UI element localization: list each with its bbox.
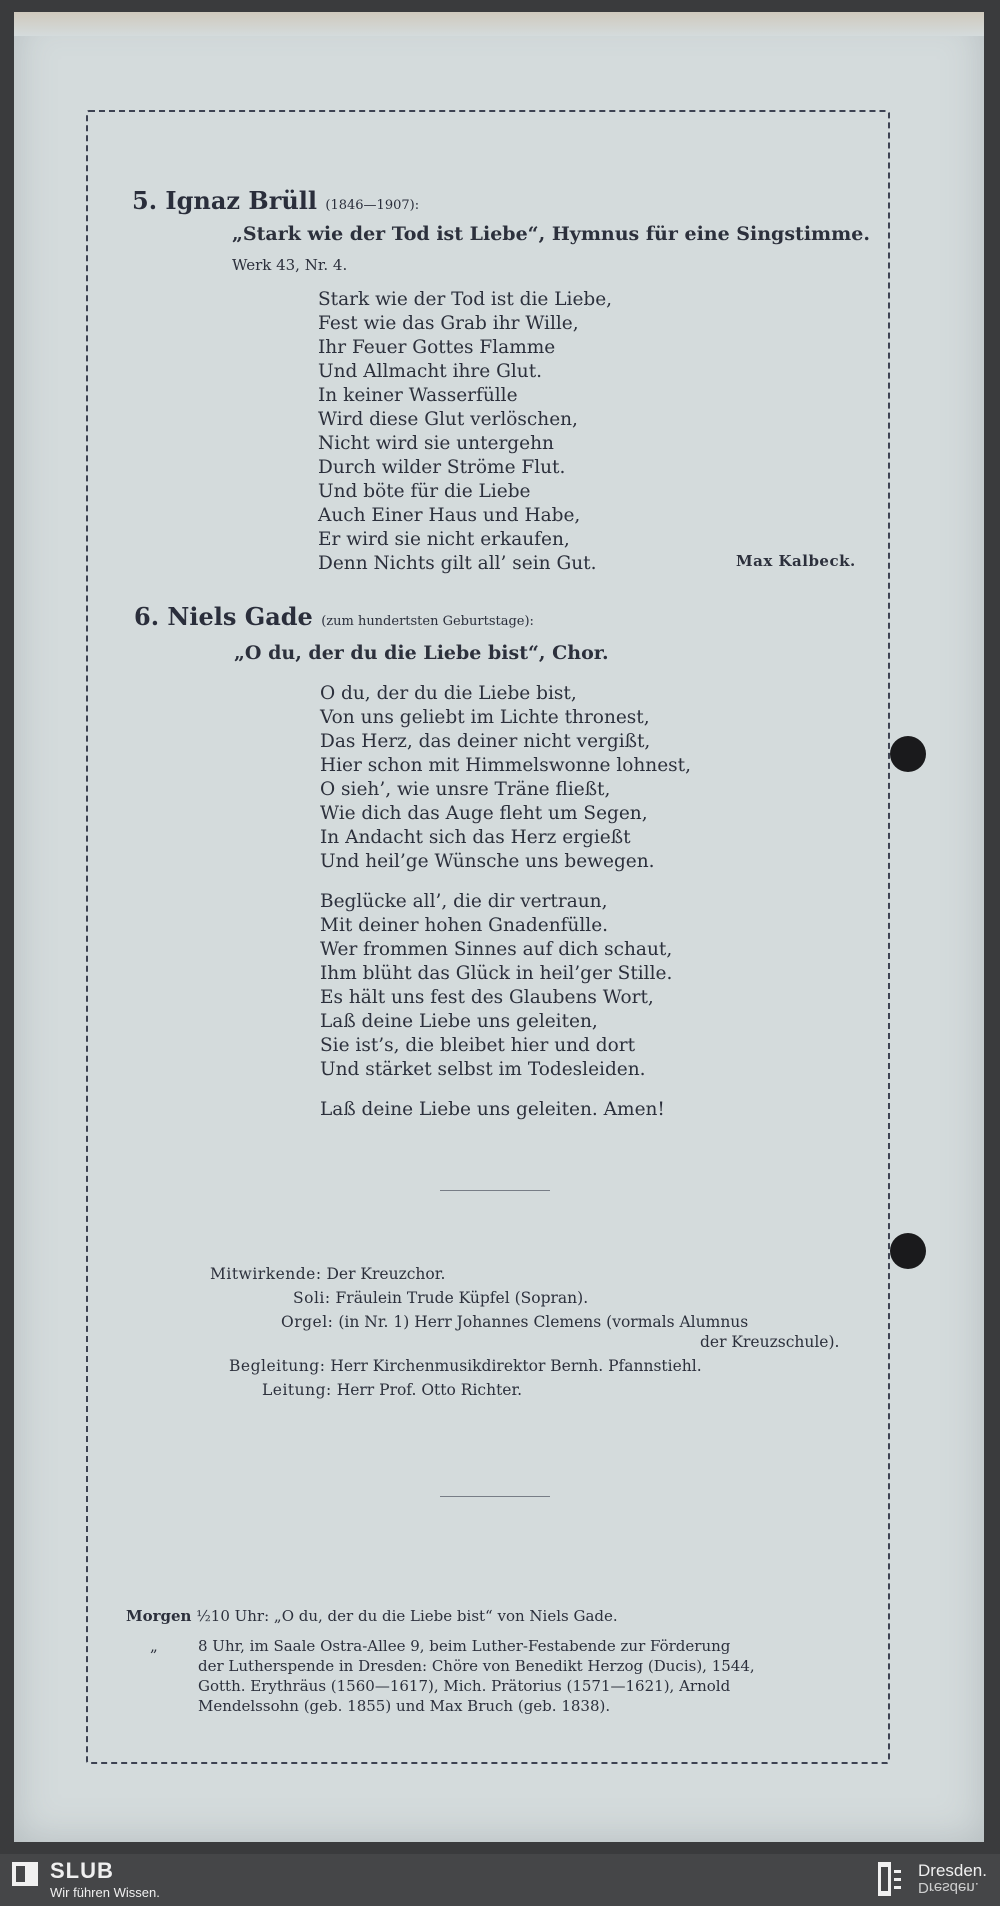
poem-closing: Laß deine Liebe uns geleiten. Amen!: [320, 1099, 665, 1120]
verse-line: Ihm blüht das Glück in heil’ger Stille.: [320, 963, 673, 984]
composer-note: (zum hundertsten Geburtstage):: [321, 614, 534, 629]
composer-name: Niels Gade: [167, 602, 313, 631]
credit-soloist: Soli: Fräulein Trude Küpfel (Sopran).: [293, 1289, 589, 1307]
verse-line: O sieh’, wie unsre Träne fließt,: [320, 779, 611, 800]
credit-organ: Orgel: (in Nr. 1) Herr Johannes Clemens (vormals Alumnus: [281, 1313, 749, 1331]
poem-stanza-1: [320, 682, 691, 874]
verse-line: Wird diese Glut verlöschen,: [318, 409, 578, 430]
morning-notice: Morgen ½10 Uhr: „O du, der du die Liebe bist“ von Niels Gade.: [126, 1607, 618, 1625]
verse-line: Auch Einer Haus und Habe,: [318, 505, 581, 526]
dresden-logo-mirror: Dresden.: [918, 1879, 979, 1896]
verse-line: Das Herz, das deiner nicht vergißt,: [320, 731, 651, 752]
section-6-heading: [134, 602, 534, 631]
dresden-crest-icon[interactable]: [878, 1862, 904, 1896]
paper-edge: [14, 12, 984, 36]
credit-conductor: Leitung: Herr Prof. Otto Richter.: [262, 1381, 523, 1399]
verse-line: Mit deiner hohen Gnadenfülle.: [320, 915, 609, 936]
verse-line: Und stärket selbst im Todesleiden.: [320, 1059, 646, 1080]
work-title: „O du, der du die Liebe bist“, Chor.: [234, 642, 609, 664]
verse-line: Fest wie das Grab ihr Wille,: [318, 313, 579, 334]
verse-line: Und böte für die Liebe: [318, 481, 531, 502]
section-number: 6.: [134, 602, 160, 631]
credit-choir: Mitwirkende: Der Kreuzchor.: [210, 1265, 446, 1283]
poem-author: Max Kalbeck.: [736, 552, 856, 570]
verse-line: Nicht wird sie untergehn: [318, 433, 554, 454]
divider: [440, 1496, 550, 1497]
verse-line: Es hält uns fest des Glaubens Wort,: [320, 987, 654, 1008]
verse-line: Beglücke all’, die dir vertraun,: [320, 891, 608, 912]
verse-line: In Andacht sich das Herz ergießt: [320, 827, 631, 848]
verse-line: Durch wilder Ströme Flut.: [318, 457, 566, 478]
punch-hole: [890, 736, 926, 772]
verse-line: Stark wie der Tod ist die Liebe,: [318, 289, 613, 310]
evening-notice: 8 Uhr, im Saale Ostra-Allee 9, beim Luther-Festabende zur Förderung der Lutherspende in Dresden: Chöre von Benedikt Herzog (Ducis), 1544, Gotth. Erythräus (1560—1617), Mich. Prätorius (1571—1621), Arnold Mendelssohn (geb. 1855) und Max Bruch (geb. 1838).: [198, 1637, 755, 1715]
poem-stanza-2: [320, 890, 672, 1082]
credit-accompaniment: Begleitung: Herr Kirchenmusikdirektor Bernh. Pfannstiehl.: [229, 1357, 702, 1375]
composer-dates: (1846—1907):: [325, 198, 420, 213]
verse-line: Ihr Feuer Gottes Flamme: [318, 337, 556, 358]
verse-line: Sie ist’s, die bleibet hier und dort: [320, 1035, 636, 1056]
composer-name: Ignaz Brüll: [165, 186, 318, 215]
punch-hole: [890, 1233, 926, 1269]
section-number: 5.: [132, 186, 158, 215]
slub-logo-icon[interactable]: [12, 1862, 38, 1886]
poem-text: [318, 288, 612, 576]
section-5-heading: [132, 186, 419, 215]
verse-line: Und heil’ge Wünsche uns bewegen.: [320, 851, 655, 872]
credit-organ-cont: der Kreuzschule).: [700, 1333, 840, 1351]
verse-line: O du, der du die Liebe bist,: [320, 683, 577, 704]
verse-line: Von uns geliebt im Lichte thronest,: [320, 707, 650, 728]
verse-line: Denn Nichts gilt all’ sein Gut.: [318, 553, 597, 574]
work-title: „Stark wie der Tod ist Liebe“, Hymnus für eine Singstimme.: [232, 223, 870, 245]
slub-logo-text[interactable]: SLUB: [50, 1858, 114, 1883]
verse-line: Und Allmacht ihre Glut.: [318, 361, 543, 382]
verse-line: Laß deine Liebe uns geleiten,: [320, 1011, 598, 1032]
verse-line: Er wird sie nicht erkaufen,: [318, 529, 570, 550]
slub-tagline: Wir führen Wissen.: [50, 1885, 160, 1900]
dresden-logo-text[interactable]: Dresden.: [918, 1861, 987, 1880]
opus-number: Werk 43, Nr. 4.: [232, 256, 348, 274]
verse-line: Wie dich das Auge fleht um Segen,: [320, 803, 648, 824]
library-footer-bar: [0, 1854, 1000, 1906]
ditto-mark: „: [150, 1637, 158, 1655]
verse-line: Wer frommen Sinnes auf dich schaut,: [320, 939, 673, 960]
verse-line: Hier schon mit Himmelswonne lohnest,: [320, 755, 691, 776]
divider: [440, 1190, 550, 1191]
verse-line: In keiner Wasserfülle: [318, 385, 518, 406]
